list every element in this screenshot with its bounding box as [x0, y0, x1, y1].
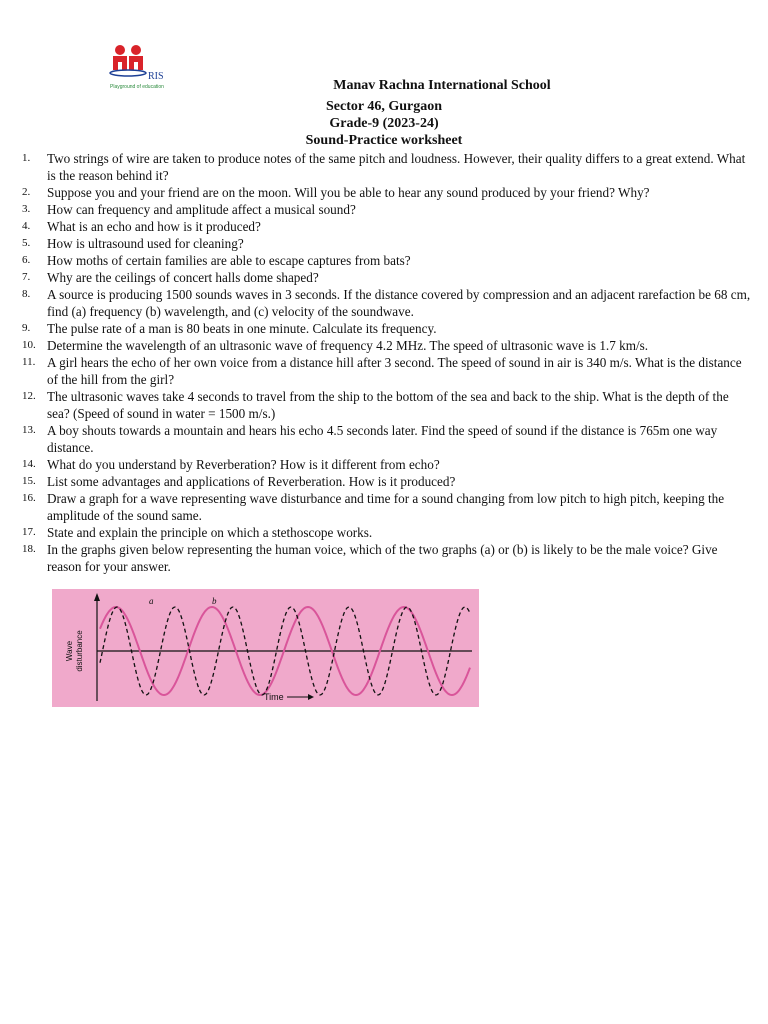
question-number: 18. — [22, 543, 36, 555]
question-number: 10. — [22, 339, 36, 351]
question-item — [22, 456, 752, 473]
logo-figure-left — [115, 45, 125, 55]
question-text: A source is producing 1500 sounds waves in 3 seconds. If the distance covered by compression and an adjacent rarefaction be 68 cm, find (a) frequency (b) wavelength, and (c) velocity of the soundwave. — [47, 287, 751, 319]
question-number: 8. — [22, 288, 31, 300]
question-text: How moths of certain families are able to escape captures from bats? — [47, 253, 411, 268]
x-axis-label: Time — [264, 692, 284, 702]
question-number: 4. — [22, 220, 31, 232]
question-item — [22, 218, 752, 235]
question-text: Determine the wavelength of an ultrasonic wave of frequency 4.2 MHz. The speed of ultrasonic wave is 1.7 km/s. — [47, 338, 649, 353]
question-item — [22, 388, 752, 422]
question-item — [22, 473, 752, 490]
question-number: 11. — [22, 356, 36, 368]
school-location: Sector 46, Gurgaon — [325, 99, 442, 114]
question-item — [22, 235, 752, 252]
question-item — [22, 201, 752, 218]
question-item — [22, 320, 752, 337]
question-number: 2. — [22, 186, 31, 198]
question-item — [22, 286, 752, 320]
question-item — [22, 490, 752, 524]
question-item — [22, 184, 752, 201]
question-item — [22, 150, 752, 184]
question-text: Suppose you and your friend are on the moon. Will you be able to hear any sound produced by your friend? Why? — [47, 185, 650, 200]
question-item — [22, 541, 752, 575]
question-text: How is ultrasound used for cleaning? — [47, 236, 244, 251]
logo-text: RIS — [148, 71, 164, 82]
question-text: In the graphs given below representing the human voice, which of the two graphs (a) or (b) is likely to be the male voice? Give reason for your answer. — [47, 542, 718, 574]
question-text: Two strings of wire are taken to produce notes of the same pitch and loudness. However, their quality differs to a great extend. What is the reason behind it? — [47, 151, 746, 183]
question-item — [22, 337, 752, 354]
wave-graph — [52, 589, 479, 707]
question-item — [22, 269, 752, 286]
question-item — [22, 524, 752, 541]
question-number: 17. — [22, 526, 36, 538]
question-list — [22, 150, 752, 575]
question-number: 1. — [22, 152, 31, 164]
question-item — [22, 252, 752, 269]
logo-figure-right — [131, 45, 141, 55]
question-text: A girl hears the echo of her own voice from a distance hill after 3 second. The speed of sound in air is 340 m/s. What is the distance of the hill from the girl? — [47, 355, 742, 387]
question-text: Draw a graph for a wave representing wave disturbance and time for a sound changing from low pitch to high pitch, keeping the amplitude of the sound same. — [47, 491, 725, 523]
question-text: State and explain the principle on which a stethoscope works. — [47, 525, 373, 540]
wave-figure — [52, 589, 479, 707]
question-text: What do you understand by Reverberation? How is it different from echo? — [47, 457, 440, 472]
question-text: List some advantages and applications of Reverberation. How is it produced? — [47, 474, 456, 489]
question-number: 16. — [22, 492, 36, 504]
question-number: 3. — [22, 203, 31, 215]
question-number: 7. — [22, 271, 31, 283]
question-number: 6. — [22, 254, 31, 266]
question-text: What is an echo and how is it produced? — [47, 219, 261, 234]
question-number: 5. — [22, 237, 31, 249]
question-text: A boy shouts towards a mountain and hears his echo 4.5 seconds later. Find the speed of sound if the distance is 765m one way distance. — [47, 423, 718, 455]
question-text: How can frequency and amplitude affect a musical sound? — [47, 202, 356, 217]
question-number: 12. — [22, 390, 36, 402]
worksheet-title: Sound-Practice worksheet — [305, 133, 463, 148]
question-item — [22, 354, 752, 388]
y-axis-arrow — [94, 593, 100, 601]
question-number: 14. — [22, 458, 36, 470]
question-item — [22, 422, 752, 456]
question-text: The pulse rate of a man is 80 beats in one minute. Calculate its frequency. — [47, 321, 437, 336]
question-number: 13. — [22, 424, 36, 436]
question-text: The ultrasonic waves take 4 seconds to travel from the ship to the bottom of the sea and back to the ship. What is the depth of the sea? (Speed of sound in water = 1500 m/s.) — [47, 389, 729, 421]
y-axis-label: Wavedisturbance — [65, 630, 84, 672]
logo-tagline: Playground of education — [110, 84, 164, 90]
grade-title: Grade-9 (2023-24) — [329, 116, 439, 131]
curve-label-b: b — [212, 596, 217, 606]
question-text: Why are the ceilings of concert halls dome shaped? — [47, 270, 319, 285]
x-label-arrow — [308, 694, 314, 700]
school-name: Manav Rachna International School — [333, 78, 551, 93]
curve-label-a: a — [149, 596, 154, 606]
question-number: 15. — [22, 475, 36, 487]
question-number: 9. — [22, 322, 31, 334]
